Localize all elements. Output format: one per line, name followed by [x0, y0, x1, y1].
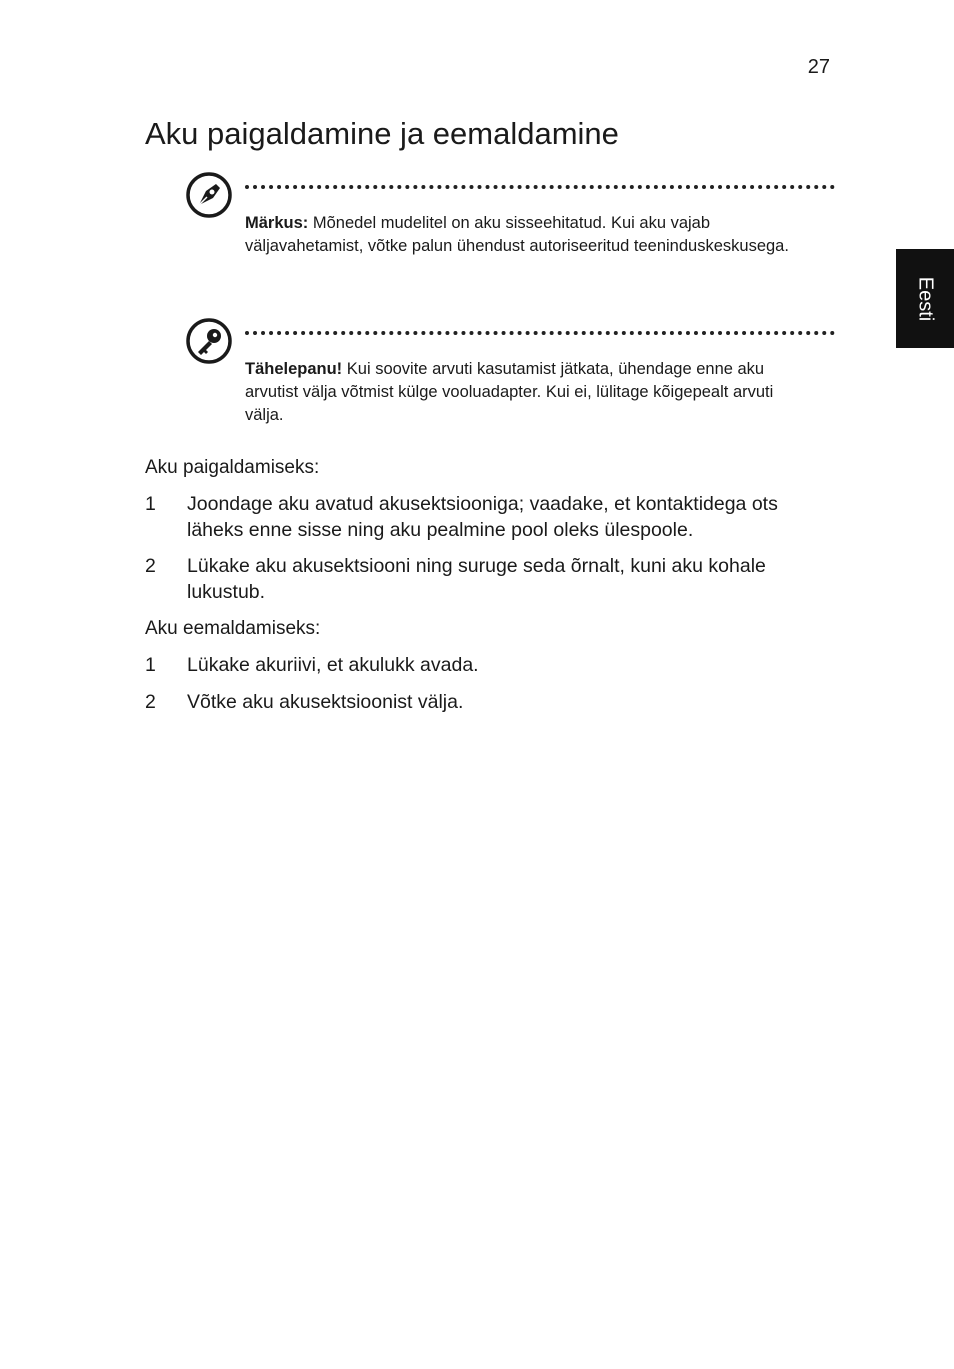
step-text: Lükake akuriivi, et akulukk avada. [187, 654, 479, 676]
note-text [245, 212, 805, 258]
step-text: Võtke aku akusektsioonist välja. [187, 691, 464, 713]
install-step [145, 553, 835, 605]
step-number: 1 [145, 493, 156, 515]
language-tab [896, 249, 954, 348]
page-number: 27 [807, 56, 830, 78]
note-body: Mõnedel mudelitel on aku sisseehitatud. Kui aku vajab väljavahetamist, võtke palun ühendust autoriseeritud teeninduskeskusega. [245, 214, 789, 255]
step-text: Lükake aku akusektsiooni ning suruge seda õrnalt, kuni aku kohale lukustub. [187, 555, 766, 603]
step-number: 2 [145, 691, 156, 713]
remove-step [145, 689, 835, 715]
note-label: Märkus: [245, 214, 309, 232]
caution-key-icon [185, 317, 233, 365]
caution-body: Kui soovite arvuti kasutamist jätkata, ühendage enne aku arvutist välja võtmist külge vooluadapter. Kui ei, lülitage kõigepealt arvuti välja. [245, 360, 774, 424]
step-number: 2 [145, 555, 156, 577]
step-number: 1 [145, 654, 156, 676]
caution-divider [245, 331, 835, 335]
page-title: Aku paigaldamine ja eemaldamine [145, 116, 619, 151]
caution-label: Tähelepanu! [245, 360, 343, 378]
install-heading: Aku paigaldamiseks: [145, 457, 320, 478]
step-text: Joondage aku avatud akusektsiooniga; vaadake, et kontaktidega ots läheks enne sisse ning aku pealmine pool oleks ülespoole. [187, 493, 778, 541]
caution-text [245, 358, 805, 427]
note-divider [245, 185, 835, 189]
remove-step [145, 652, 835, 678]
note-pen-icon [185, 171, 233, 219]
install-step [145, 491, 835, 543]
language-tab-label: Eesti [914, 276, 937, 321]
remove-heading: Aku eemaldamiseks: [145, 618, 321, 639]
